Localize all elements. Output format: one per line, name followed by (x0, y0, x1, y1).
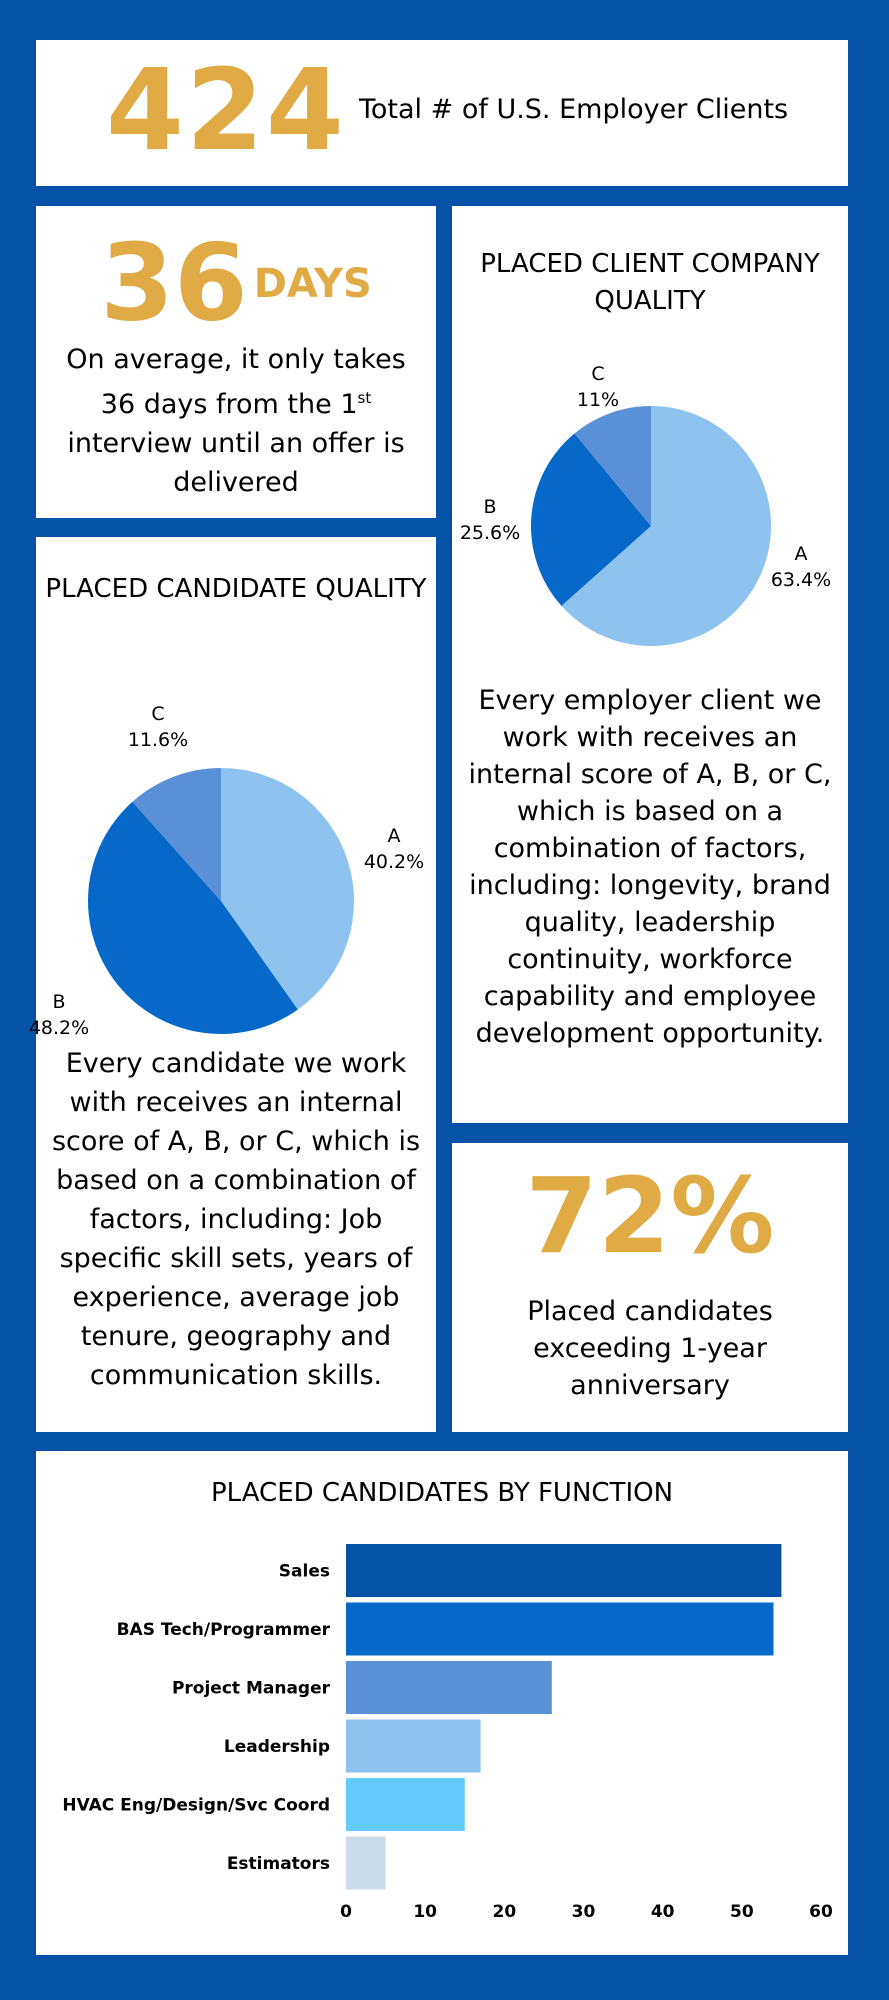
pie-value-c: 11.6% (127, 729, 189, 751)
bar-category-label: Estimators (226, 1854, 330, 1874)
pie-label-a: A (794, 543, 808, 565)
retention-card (452, 1143, 848, 1432)
pie-label-a: A (387, 825, 401, 847)
candidate-quality-title: PLACED CANDIDATE QUALITY (45, 574, 427, 604)
pie-value-a: 63.4% (770, 569, 832, 591)
days-headline (36, 221, 436, 345)
pie-value-a: 40.2% (363, 851, 425, 873)
days-unit: DAYS (253, 260, 372, 307)
bar-hvac-eng-design-svc-coord (346, 1778, 465, 1831)
pie-label-c: C (151, 703, 165, 725)
days-text-sup: st (357, 389, 372, 407)
bar-leadership (346, 1720, 481, 1773)
pie-value-b: 25.6% (459, 522, 521, 544)
bar-category-label: Project Manager (171, 1678, 330, 1699)
x-tick-label: 50 (729, 1902, 754, 1922)
client-quality-card (452, 206, 848, 1123)
candidate-quality-pie (28, 657, 436, 1039)
total-clients-number: 424 (106, 46, 346, 176)
bar-category-label: BAS Tech/Programmer (116, 1620, 330, 1640)
bar-sales (346, 1544, 781, 1597)
x-tick-label: 40 (650, 1902, 675, 1922)
days-description (46, 340, 426, 502)
retention-number: 72% (525, 1155, 775, 1277)
bar-category-label: Sales (278, 1561, 330, 1582)
pie-value-b: 48.2% (28, 1017, 90, 1039)
days-number: 36 (100, 221, 248, 345)
pie-label-b: B (52, 991, 66, 1013)
bar-category-label: Leadership (223, 1737, 330, 1757)
candidate-quality-description: Every candidate we work with receives an internal score of A, B, or C, which is based on a combination of factors, including: Job specific skill sets, years of experience, average job tenure, geography and communication skills. (51, 1048, 421, 1391)
function-chart-card (36, 1451, 848, 1955)
x-tick-label: 10 (413, 1902, 438, 1922)
bar-estimators (346, 1837, 386, 1890)
bar-bas-tech-programmer (346, 1603, 774, 1656)
candidate-quality-card (28, 537, 436, 1432)
function-chart-title: PLACED CANDIDATES BY FUNCTION (210, 1478, 674, 1508)
client-quality-pie (452, 336, 848, 676)
pie-label-c: C (591, 363, 605, 385)
total-clients-card (36, 40, 848, 186)
x-tick-label: 0 (340, 1902, 352, 1922)
days-to-offer-card (36, 206, 436, 518)
bar-category-label: HVAC Eng/Design/Svc Coord (62, 1795, 330, 1816)
x-tick-label: 20 (492, 1902, 517, 1922)
client-quality-description: Every employer client we work with receives an internal score of A, B, or C, which is based on a combination of factors, including: longevity, brand quality, leadership continuity, workforce capability and employee development opportunity. (468, 685, 832, 1049)
x-tick-label: 30 (571, 1902, 596, 1922)
function-bar-chart (36, 1451, 848, 1955)
client-quality-title: PLACED CLIENT COMPANY QUALITY (480, 249, 820, 316)
pie-label-b: B (483, 496, 497, 518)
days-text-start: On average, it only takes 36 days from the 1 (66, 344, 406, 420)
bar-project-manager (346, 1661, 552, 1714)
days-text-end: interview until an offer is delivered (67, 428, 405, 498)
x-tick-label: 60 (809, 1902, 833, 1922)
pie-value-c: 11% (576, 389, 620, 411)
total-clients-label: Total # of U.S. Employer Clients (359, 94, 789, 125)
retention-label: Placed candidates exceeding 1-year anniversary (527, 1296, 773, 1401)
